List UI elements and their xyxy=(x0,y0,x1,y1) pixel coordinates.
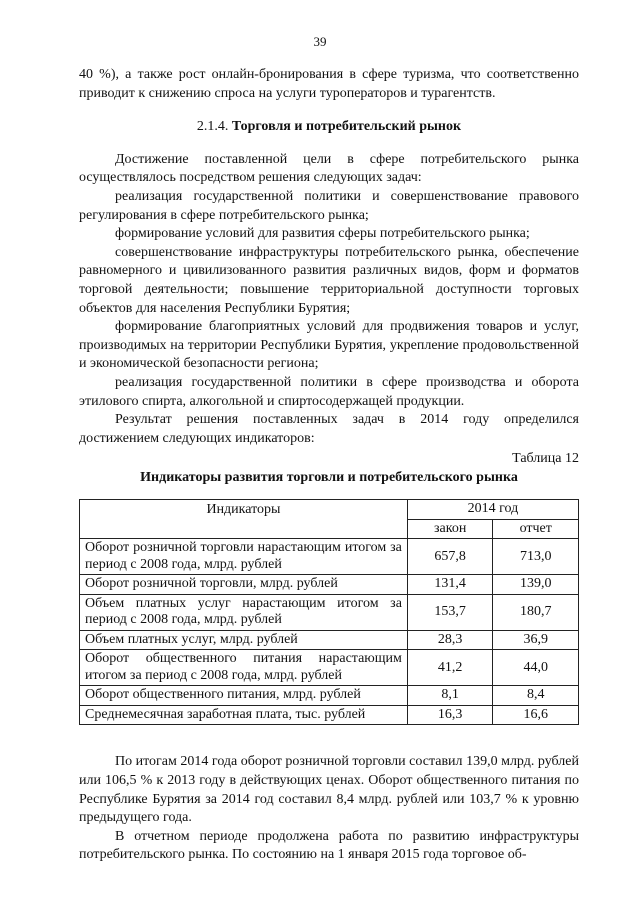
law-value: 28,3 xyxy=(407,630,493,650)
report-value: 36,9 xyxy=(493,630,579,650)
paragraph: По итогам 2014 года оборот розничной торговли составил 139,0 млрд. рублей или 106,5 % к 2013 году в действующих ценах. Оборот общественного питания по Республике Бурятия за 2014 год составил 8,4 млрд. рублей или 103,7 % к уровню предыдущего года. xyxy=(79,754,579,826)
report-value: 139,0 xyxy=(493,575,579,595)
page-content xyxy=(79,66,579,865)
indicator-name: Объем платных услуг, млрд. рублей xyxy=(80,630,408,650)
paragraph: 40 %), а также рост онлайн-бронирования в сфере туризма, что соответственно приводит к снижению спроса на услуги туроператоров и турагентств. xyxy=(79,67,579,101)
report-value: 16,6 xyxy=(493,705,579,725)
indicator-name: Среднемесячная заработная плата, тыс. рублей xyxy=(80,705,408,725)
indicator-name: Оборот общественного питания нарастающим итогом за период с 2008 года, млрд. рублей xyxy=(80,650,408,686)
paragraph: Достижение поставленной цели в сфере потребительского рынка осуществлялось посредством решения следующих задач: xyxy=(79,151,579,186)
header-report: отчет xyxy=(493,519,579,539)
table-title: Индикаторы развития торговли и потребительского рынка xyxy=(140,469,518,485)
section-title: Торговля и потребительский рынок xyxy=(231,119,462,135)
table-row xyxy=(80,686,579,706)
law-value: 8,1 xyxy=(407,686,493,706)
indicator-name: Оборот розничной торговли, млрд. рублей xyxy=(80,575,408,595)
table-header-row xyxy=(80,500,579,520)
indicator-name: Оборот розничной торговли нарастающим итогом за период с 2008 года, млрд. рублей xyxy=(80,539,408,575)
paragraph: совершенствование инфраструктуры потребительского рынка, обеспечение равномерного и цивилизованного развития различных видов, форм и форматов торговой деятельности; повышение территориальной доступности торговых объектов для населения Республики Бурятия; xyxy=(79,244,579,316)
table-row xyxy=(80,575,579,595)
report-value: 713,0 xyxy=(493,539,579,575)
law-value: 131,4 xyxy=(407,575,493,595)
report-value: 44,0 xyxy=(493,650,579,686)
header-year: 2014 год xyxy=(407,500,578,520)
report-value: 180,7 xyxy=(493,594,579,630)
section-heading xyxy=(79,118,579,137)
report-value: 8,4 xyxy=(493,686,579,706)
table-row xyxy=(80,594,579,630)
indicator-name: Оборот общественного питания, млрд. рублей xyxy=(80,686,408,706)
paragraph: Результат решения поставленных задач в 2014 году определился достижением следующих индикаторов: xyxy=(79,412,579,446)
paragraph: формирование благоприятных условий для продвижения товаров и услуг, производимых на территории Республики Бурятия, укрепление продовольственной и экономической безопасности региона; xyxy=(79,319,579,372)
law-value: 153,7 xyxy=(407,594,493,630)
table-row xyxy=(80,539,579,575)
indicator-name: Объем платных услуг нарастающим итогом за период с 2008 года, млрд. рублей xyxy=(80,594,408,630)
paragraph: реализация государственной политики и совершенствование правового регулирования в сфере потребительского рынка; xyxy=(79,188,579,223)
table-label: Таблица 12 xyxy=(512,451,579,467)
paragraph: В отчетном периоде продолжена работа по развитию инфраструктуры потребительского рынка. По состоянию на 1 января 2015 года торговое об- xyxy=(79,828,579,863)
table-row xyxy=(80,630,579,650)
header-indicator: Индикаторы xyxy=(80,500,408,539)
header-law: закон xyxy=(407,519,493,539)
law-value: 16,3 xyxy=(407,705,493,725)
indicators-table xyxy=(79,499,579,725)
table-row xyxy=(80,650,579,686)
paragraph: реализация государственной политики в сфере производства и оборота этилового спирта, алкогольной и спиртосодержащей продукции. xyxy=(79,374,579,409)
law-value: 657,8 xyxy=(407,539,493,575)
section-number: 2.1.4. xyxy=(196,119,229,135)
page-number: 39 xyxy=(313,34,327,49)
table-row xyxy=(80,705,579,725)
law-value: 41,2 xyxy=(407,650,493,686)
paragraph: формирование условий для развития сферы потребительского рынка; xyxy=(115,226,530,242)
